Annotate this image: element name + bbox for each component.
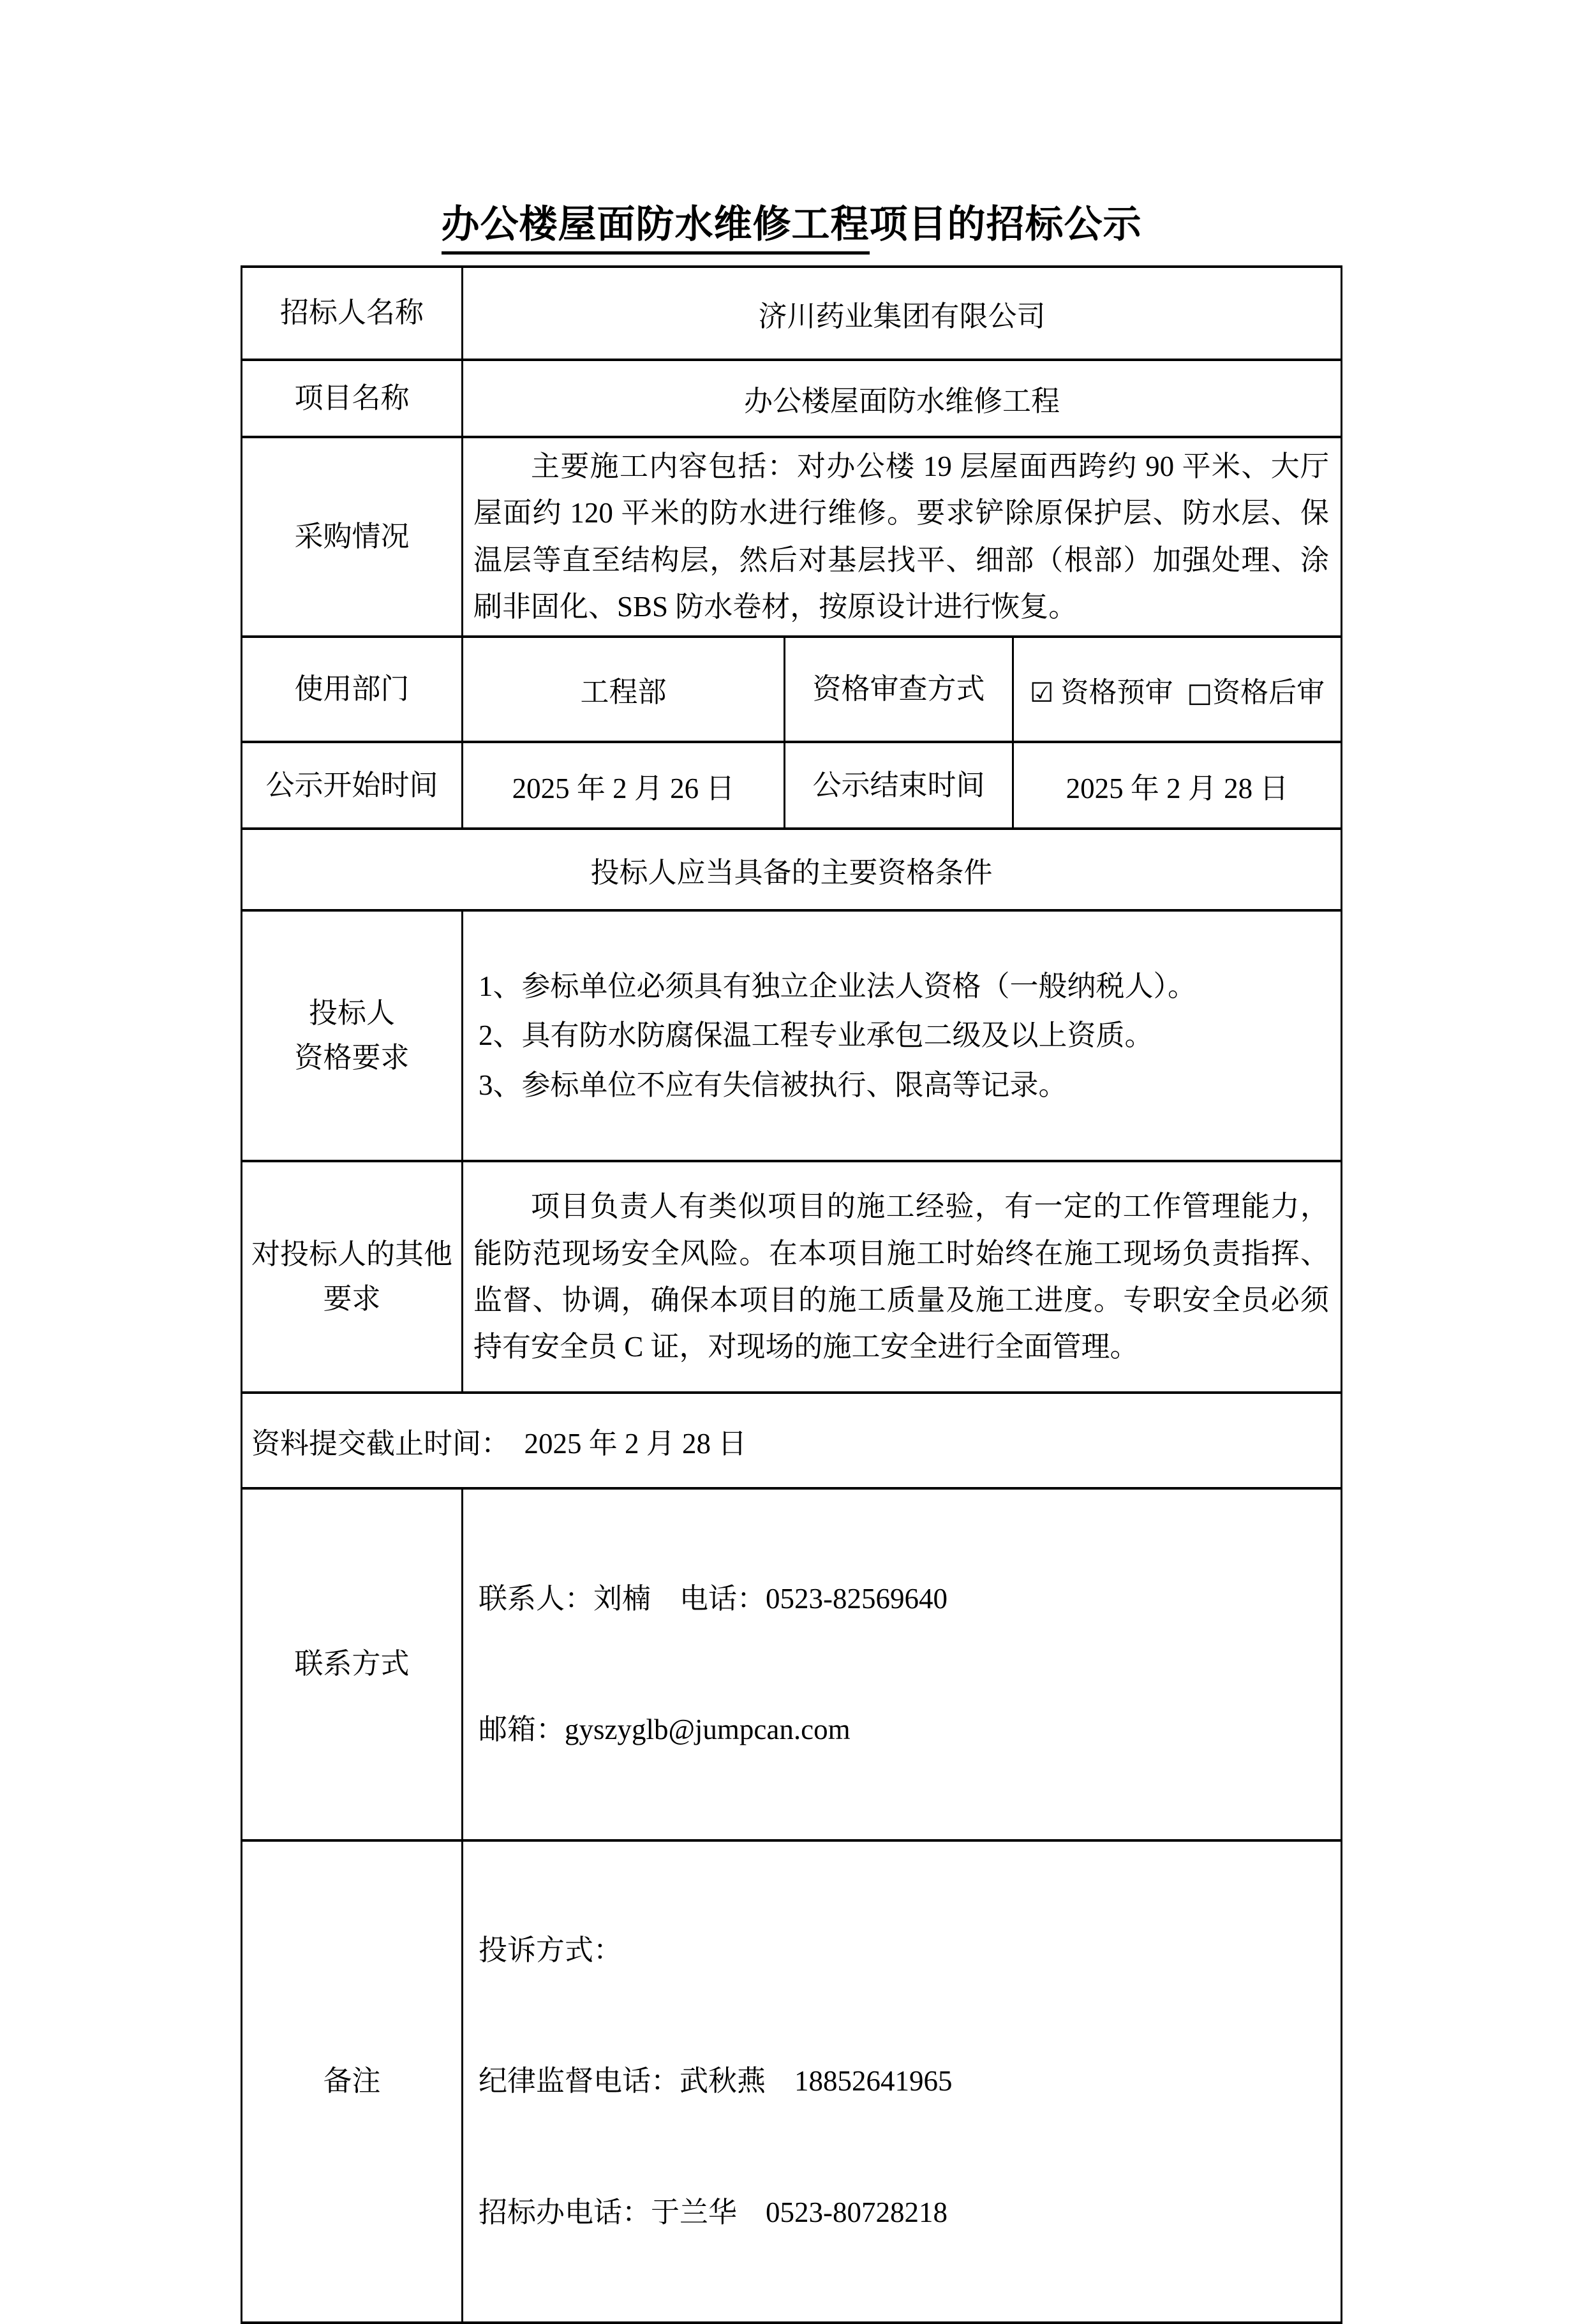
qualification-item-1: 1、参标单位必须具有独立企业法人资格（一般纳税人）。 — [478, 970, 1196, 1002]
page-title — [0, 202, 1583, 248]
procurement-label: 采购情况 — [241, 437, 462, 637]
publicity-start-label: 公示开始时间 — [241, 742, 462, 829]
procurement-text: 主要施工内容包括：对办公楼 19 层屋面西跨约 90 平米、大厅屋面约 120 平米的防水进行维修。要求铲除原保护层、防水层、保温层等直至结构层，然后对基层找平、细部（根部）加强处理、涂刷非固化、SBS 防水卷材，按原设计进行恢复。 — [473, 450, 1329, 623]
table-row — [241, 742, 1341, 829]
table-row — [241, 1488, 1341, 1840]
tender-notice-table — [241, 265, 1342, 2324]
review-method-label: 资格审查方式 — [784, 637, 1013, 742]
table-row — [241, 829, 1341, 910]
other-requirements-label-line2: 要求 — [323, 1282, 381, 1315]
prequalification-option — [1030, 677, 1173, 708]
postqualification-option — [1187, 677, 1325, 708]
table-row — [241, 267, 1341, 360]
tender-office-phone: 招标办电话：于兰华 0523-80728218 — [478, 2196, 948, 2228]
contact-label: 联系方式 — [241, 1488, 462, 1840]
postqualification-option-label: 资格后审 — [1212, 676, 1325, 708]
table-row — [241, 437, 1341, 637]
qualification-item-3: 3、参标单位不应有失信被执行、限高等记录。 — [478, 1069, 1067, 1101]
publicity-end-value: 2025 年 2 月 28 日 — [1013, 742, 1341, 829]
other-requirements-label — [241, 1161, 462, 1393]
remarks-cell — [462, 1840, 1341, 2323]
project-name-label: 项目名称 — [241, 360, 462, 437]
publicity-start-value: 2025 年 2 月 26 日 — [462, 742, 784, 829]
other-requirements-label-line1: 对投标人的其他 — [251, 1238, 452, 1271]
title-rest-part: 项目的招标公示 — [869, 204, 1142, 246]
project-name-value: 办公楼屋面防水维修工程 — [462, 360, 1341, 437]
review-method-options — [1013, 637, 1341, 742]
submission-deadline: 资料提交截止时间： 2025 年 2 月 28 日 — [241, 1393, 1341, 1488]
checkbox-unchecked-icon: □ — [1187, 676, 1213, 708]
department-value: 工程部 — [462, 637, 784, 742]
table-row — [241, 1393, 1341, 1488]
contact-cell — [462, 1488, 1341, 1840]
bidder-qualification-label — [241, 910, 462, 1161]
table-row — [241, 1161, 1341, 1393]
prequalification-option-label: 资格预审 — [1060, 676, 1173, 708]
table-row — [241, 910, 1341, 1161]
other-requirements-cell — [462, 1161, 1341, 1393]
bidder-name-label: 招标人名称 — [241, 267, 462, 360]
contact-email: 邮箱：gyszyglb@jumpcan.com — [478, 1713, 851, 1746]
discipline-supervision-phone: 纪律监督电话：武秋燕 18852641965 — [478, 2065, 953, 2098]
other-requirements-text: 项目负责人有类似项目的施工经验，有一定的工作管理能力，能防范现场安全风险。在本项目施工时始终在施工现场负责指挥、监督、协调，确保本项目的施工质量及施工进度。专职安全员必须持有安全员 C 证，对现场的施工安全进行全面管理。 — [473, 1190, 1329, 1363]
qualification-item-2: 2、具有防水防腐保温工程专业承包二级及以上资质。 — [478, 1019, 1154, 1052]
publicity-end-label: 公示结束时间 — [784, 742, 1013, 829]
bidder-qualification-label-line2: 资格要求 — [294, 1041, 410, 1074]
remarks-label: 备注 — [241, 1840, 462, 2323]
bidder-qualification-label-line1: 投标人 — [308, 997, 395, 1030]
department-label: 使用部门 — [241, 637, 462, 742]
bidder-name-value: 济川药业集团有限公司 — [462, 267, 1341, 360]
table-row — [241, 360, 1341, 437]
table-row — [241, 1840, 1341, 2323]
bidder-qualification-cell — [462, 910, 1341, 1161]
complaint-method-line: 投诉方式： — [478, 1934, 622, 1967]
table-row — [241, 637, 1341, 742]
contact-person-phone: 联系人：刘楠 电话：0523-82569640 — [478, 1583, 948, 1615]
qualification-section-header: 投标人应当具备的主要资格条件 — [241, 829, 1341, 910]
title-underlined-part: 办公楼屋面防水维修工程 — [442, 204, 870, 255]
procurement-cell — [462, 437, 1341, 637]
checkbox-checked-icon: ☑ — [1029, 676, 1054, 708]
